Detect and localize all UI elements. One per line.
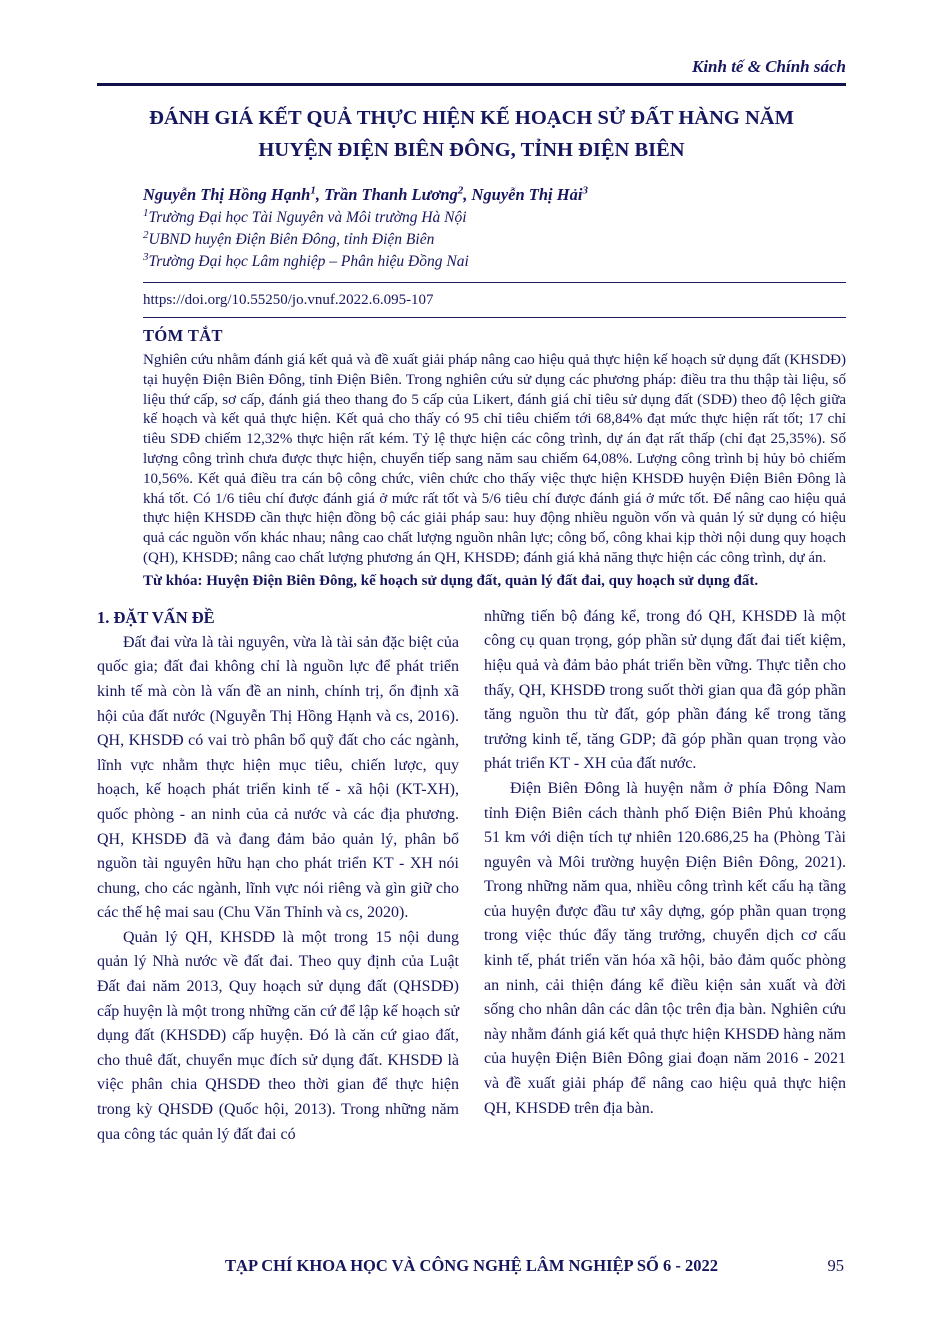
authors-line	[143, 183, 846, 207]
affiliation-text: Trường Đại học Lâm nghiệp – Phân hiệu Đồng Nai	[148, 253, 469, 270]
title-line-1: ĐÁNH GIÁ KẾT QUẢ THỰC HIỆN KẾ HOẠCH SỬ ĐẤT HÀNG NĂM	[149, 107, 794, 129]
affiliation-line	[143, 251, 846, 273]
affiliation-line	[143, 229, 846, 251]
author-separator: ,	[315, 185, 325, 204]
doi-link[interactable]: https://doi.org/10.55250/jo.vnuf.2022.6.095-107	[143, 292, 434, 308]
section-1-heading: 1. ĐẶT VẤN ĐỀ	[97, 607, 215, 627]
left-column	[97, 605, 459, 1147]
body-paragraph: Điện Biên Đông là huyện nằm ở phía Đông Nam tỉnh Điện Biên cách thành phố Điện Biên Phủ khoảng 51 km với diện tích tự nhiên 120.686,25 ha (Phòng Tài nguyên và Môi trường huyện Điện Biên Đông, 2021). Trong những năm qua, nhiều công trình kết cấu hạ tầng của huyện được đầu tư xây dựng, góp phần quan trọng trong việc thúc đẩy tăng trưởng, chuyển dịch cơ cấu kinh tế, phát triển văn hóa xã hội, bảo đảm quốc phòng an ninh, cải thiện đáng kể điều kiện sản xuất và đời sống cho nhân dân các dân tộc trên địa bàn. Nghiên cứu này nhằm đánh giá kết quả thực hiện KHSDĐ hàng năm của huyện Điện Biên Đông giai đoạn năm 2016 - 2021 và đề xuất giải pháp để nâng cao hiệu quả thực hiện QH, KHSDĐ trên địa bàn.	[484, 779, 846, 1117]
right-column	[484, 605, 846, 1147]
body-paragraph: Đất đai vừa là tài nguyên, vừa là tài sản đặc biệt của quốc gia; đất đai không chỉ là nguồn lực để phát triển kinh tế mà còn là vấn đề an ninh, chính trị, ổn định xã hội của đất nước (Nguyễn Thị Hồng Hạnh và cs, 2016). QH, KHSDĐ có vai trò phân bổ quỹ đất cho các ngành, lĩnh vực nhằm thực hiện mục tiêu, chiến lược, quy hoạch, kế hoạch phát triển kinh tế - xã hội (KT-XH), quốc phòng - an ninh của cả nước và các địa phương. QH, KHSDĐ đã và đang đảm bảo quản lý, phân bổ nguồn tài nguyên hữu hạn cho phát triển KT - XH nói chung, cho các ngành, lĩnh vực nói riêng và gìn giữ cho các thế hệ mai sau (Chu Văn Thỉnh và cs, 2020).	[97, 633, 459, 922]
author-name: Trần Thanh Lương	[324, 185, 458, 204]
front-matter	[143, 183, 846, 591]
running-head: Kinh tế & Chính sách	[691, 57, 846, 76]
author-name: Nguyễn Thị Hồng Hạnh	[143, 185, 311, 204]
abstract-heading: TÓM TẮT	[143, 326, 223, 345]
affiliation-superscript: 2	[143, 228, 149, 241]
header-rule	[97, 83, 846, 86]
keywords-text: Huyện Điện Biên Đông, kế hoạch sử dụng đất, quản lý đất đai, quy hoạch sử dụng đất.	[206, 572, 759, 589]
affiliation-text: Trường Đại học Tài Nguyên và Môi trường Hà Nội	[148, 209, 467, 226]
footer-page-number: 95	[827, 1256, 844, 1275]
body-paragraph: Quản lý QH, KHSDĐ là một trong 15 nội dung quản lý Nhà nước về đất đai. Theo quy định của Luật Đất đai năm 2013, Quy hoạch sử dụng đất (QHSDĐ) cấp huyện là một trong những căn cứ để lập kế hoạch sử dụng đất (KHSDĐ) cấp huyện. Đó là căn cứ giao đất, cho thuê đất, chuyển mục đích sử dụng đất. KHSDĐ là việc phân chia QHSDĐ theo thời gian để thực hiện trong kỳ QHSDĐ (Quốc hội, 2013). Trong những năm qua công tác quản lý đất đai có	[97, 928, 459, 1143]
body-paragraph: những tiến bộ đáng kể, trong đó QH, KHSDĐ là một công cụ quan trọng, góp phần sử dụng đất đai tiết kiệm, hiệu quả và đảm bảo phát triển bền vững. Thực tiễn cho thấy, QH, KHSDĐ trong suốt thời gian qua đã góp phần tăng nguồn thu từ đất, góp phần đáng kể trong tăng trưởng kinh tế, tăng GDP; đã góp phần quan trọng vào phát triển KT - XH của đất nước.	[484, 607, 846, 773]
divider-above-doi	[143, 282, 846, 283]
footer-journal-title: TẠP CHÍ KHOA HỌC VÀ CÔNG NGHỆ LÂM NGHIỆP SỐ 6 - 2022	[225, 1256, 718, 1275]
page-footer	[97, 1255, 846, 1277]
author-superscript: 2	[457, 184, 464, 197]
abstract-text: Nghiên cứu nhằm đánh giá kết quả và đề xuất giải pháp nâng cao hiệu quả thực hiện kế hoạch sử dụng đất (KHSDĐ) tại huyện Điện Biên Đông, tỉnh Điện Biên. Trong nghiên cứu sử dụng các phương pháp: điều tra thu thập tài liệu, số liệu thứ cấp, sơ cấp, đánh giá theo thang đo 5 cấp của Likert, đánh giá chỉ tiêu sử dụng đất (SDĐ) theo độ lệch giữa kế hoạch và kết quả thực hiện. Kết quả cho thấy có 95 chỉ tiêu chiếm tới 68,84% đạt mức thực hiện rất tốt; 17 chỉ tiêu SDĐ chiếm 12,32% thực hiện rất kém. Tỷ lệ thực hiện các công trình, dự án đạt rất thấp (chỉ đạt 25,35%). Số lượng công trình chưa được thực hiện, chuyển tiếp sang năm sau chiếm 64,08%. Lượng công trình bị hủy bỏ chiếm 10,56%. Kết quả điều tra cán bộ công chức, viên chức cho thấy việc thực hiện KHSDĐ huyện Điện Biên Đông là khá tốt. Có 1/6 tiêu chí được đánh giá ở mức rất tốt và 5/6 tiêu chí được đánh giá ở mức tốt. Để nâng cao hiệu quả thực hiện KHSDĐ cần thực hiện đồng bộ các giải pháp sau: huy động nhiều nguồn vốn và quản lý sử dụng có hiệu quả các nguồn vốn khác nhau; nâng cao chất lượng nguồn nhân lực; công bố, công khai kịp thời nội dung quy hoạch (QH), KHSDĐ; nâng cao chất lượng phương án QH, KHSDĐ; đánh giá khả năng thực hiện các công trình, dự án.	[143, 352, 846, 566]
affiliation-superscript: 3	[143, 250, 149, 263]
keywords-label: Từ khóa:	[143, 572, 203, 589]
affiliation-text: UBND huyện Điện Biên Đông, tỉnh Điện Biên	[148, 231, 435, 248]
affiliation-superscript: 1	[143, 206, 149, 219]
author-separator: ,	[463, 185, 472, 204]
affiliation-line	[143, 207, 846, 229]
author-name: Nguyễn Thị Hải	[471, 185, 583, 204]
author-superscript: 1	[310, 184, 316, 197]
divider-below-doi	[143, 317, 846, 318]
article-title	[97, 102, 846, 166]
two-column-body	[97, 605, 846, 1147]
keywords-line	[143, 571, 846, 591]
author-superscript: 3	[582, 184, 588, 197]
title-line-2: HUYỆN ĐIỆN BIÊN ĐÔNG, TỈNH ĐIỆN BIÊN	[258, 139, 685, 161]
